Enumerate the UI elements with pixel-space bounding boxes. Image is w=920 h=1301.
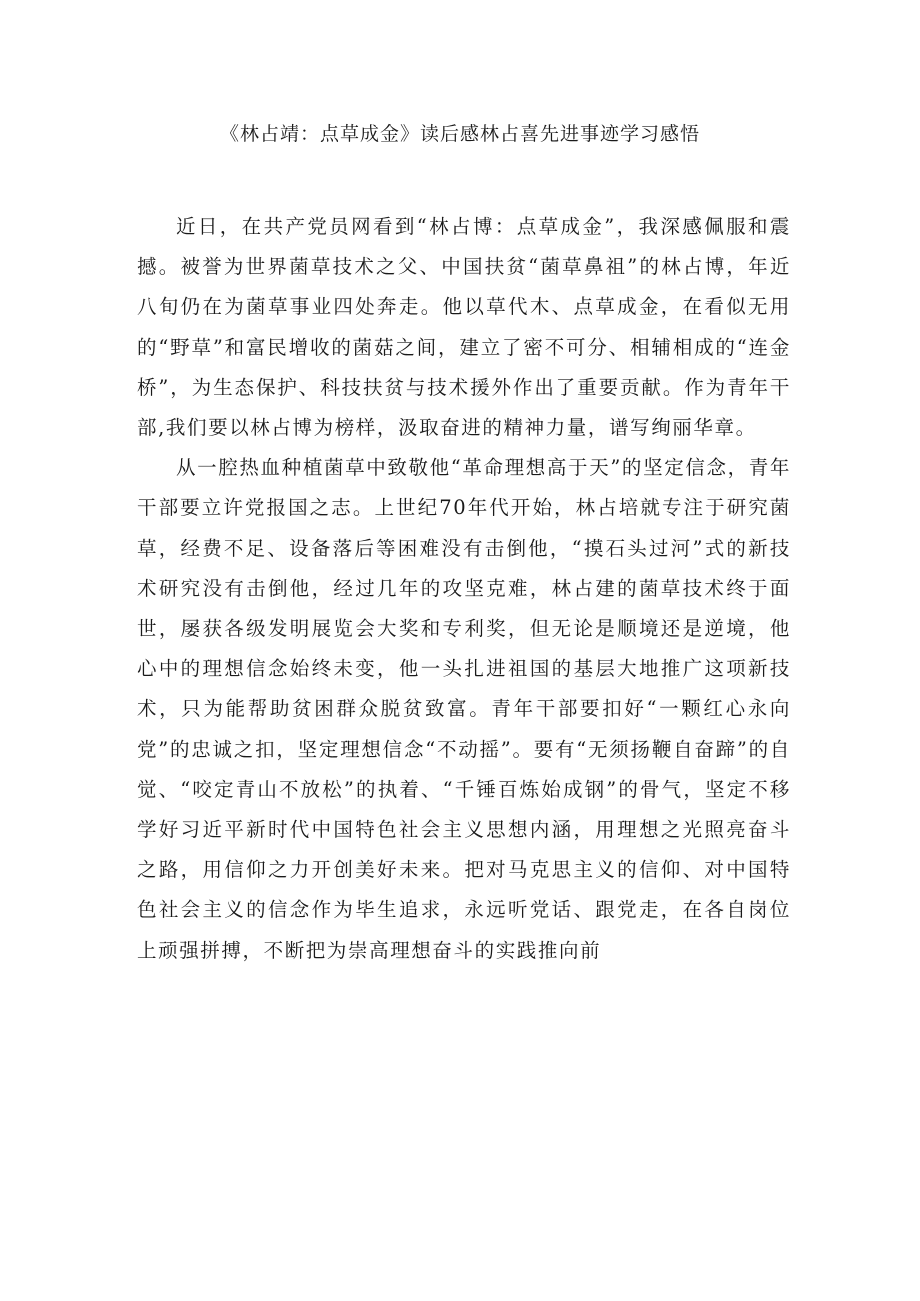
paragraph-1: 近日，在共产党员网看到“林占博：点草成金”，我深感佩服和震撼。被誉为世界菌草技术之父、中国扶贫“菌草鼻祖”的林占博，年近八旬仍在为菌草事业四处奔走。他以草代木、点草成金，在看似无用的“野草”和富民增收的菌菇之间，建立了密不可分、相辅相成的“连金桥”，为生态保护、科技扶贫与技术援外作出了重要贡献。作为青年干部,我们要以林占博为榜样，汲取奋进的精神力量，谱写绚丽华章。 [137, 215, 791, 440]
document-title: 《林占靖：点草成金》读后感林占喜先进事迹学习感悟 [219, 123, 700, 145]
paragraph-2: 从一腔热血种植菌草中致敬他“革命理想高于天”的坚定信念，青年干部要立许党报国之志。上世纪70年代开始，林占培就专注于研究菌草，经费不足、设备落后等困难没有击倒他，“摸石头过河”式的新技术研究没有击倒他，经过几年的攻坚克难，林占建的菌草技术终于面世，屡获各级发明展览会大奖和专利奖，但无论是顺境还是逆境，他心中的理想信念始终未变，他一头扎进祖国的基层大地推广这项新技术，只为能帮助贫困群众脱贫致富。青年干部要扣好“一颗红心永向党”的忠诚之扣，坚定理想信念“不动摇”。要有“无须扬鞭自奋蹄”的自觉、“咬定青山不放松”的执着、“千锤百炼始成钢”的骨气，坚定不移学好习近平新时代中国特色社会主义思想内涵，用理想之光照亮奋斗之路，用信仰之力开创美好未来。把对马克思主义的信仰、对中国特色社会主义的信念作为毕生追求，永远听党话、跟党走，在各自岗位上顽强拼搏，不断把为崇高理想奋斗的实践推向前 [137, 456, 791, 962]
document-body [137, 207, 791, 971]
